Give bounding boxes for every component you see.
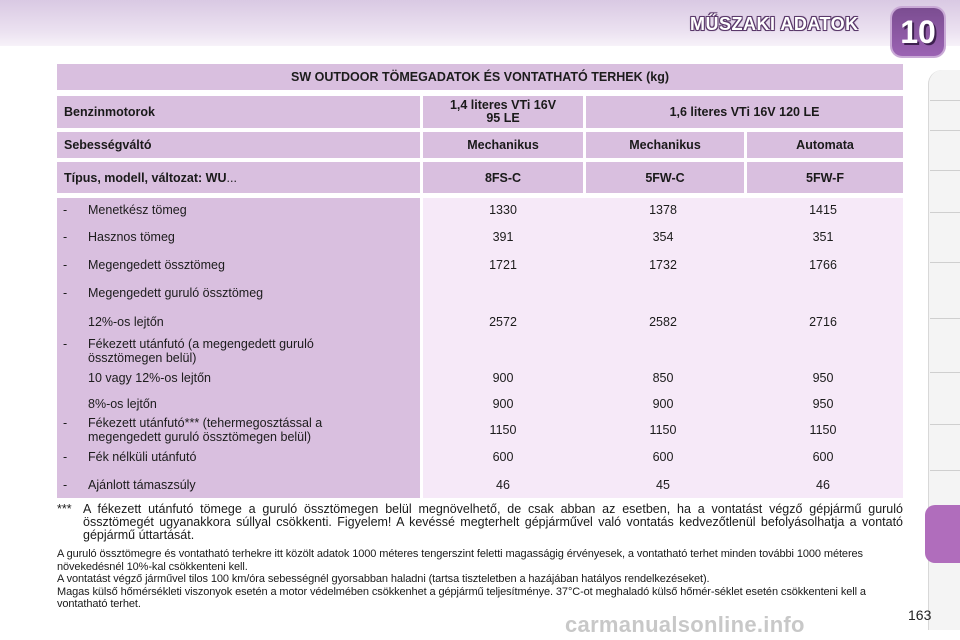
note-paragraph: Magas külső hőmérsékleti viszonyok esetén a motor védelmében csökkenhet a gépjármű teljesítménye. 37°C-ot meghaladó külső hőmér-séklet esetén csökkenteni kell a vontatható terhet.: [57, 585, 866, 610]
chapter-number: 10: [900, 14, 936, 50]
notes: [57, 548, 907, 611]
row-label-text: 12%-os lejtőn: [88, 315, 164, 329]
table-cell: 600: [492, 450, 514, 464]
table-cell: 354: [652, 230, 674, 244]
row-label-text: Fék nélküli utánfutó: [88, 450, 197, 464]
side-tab-divider: [930, 170, 960, 171]
table-cell: 1732: [649, 258, 677, 272]
chapter-badge: [892, 8, 944, 56]
row-dash: -: [63, 337, 68, 351]
gearbox-header-2: Mechanikus: [586, 132, 744, 158]
side-tab-divider: [930, 130, 960, 131]
type-header-1: 8FS-C: [423, 162, 583, 193]
table-cell: 850: [652, 371, 674, 385]
type-header-label: [57, 162, 420, 193]
row-dash: -: [63, 230, 68, 244]
type-label-suffix: ...: [226, 170, 237, 185]
type-header-3: 5FW-F: [747, 162, 903, 193]
table-cell: 950: [812, 371, 834, 385]
side-tab-divider: [930, 424, 960, 425]
table-cell: 950: [812, 397, 834, 411]
footnote-mark: ***: [57, 502, 72, 516]
table-cell: 2572: [489, 315, 517, 329]
side-tab-divider: [930, 262, 960, 263]
row-label-text: 8%-os lejtőn: [88, 397, 157, 411]
side-tab-divider: [930, 372, 960, 373]
table-cell: 391: [492, 230, 514, 244]
note-paragraph: A vontatást végző járművel tilos 100 km/óra sebességnél gyorsabban haladni (tartsa tiszteletben a hazájában hatályos rendelkezéseket).: [57, 573, 710, 585]
table-cell: 1150: [489, 423, 517, 437]
gearbox-header-label: Sebességváltó: [57, 132, 420, 158]
table-cell: 900: [652, 397, 674, 411]
row-label-text: Megengedett össztömeg: [88, 258, 225, 272]
table-cell: 900: [492, 397, 514, 411]
row-dash: -: [63, 450, 68, 464]
row-dash: -: [63, 478, 68, 492]
side-tab-divider: [930, 100, 960, 101]
table-cell: 1721: [489, 258, 517, 272]
type-header-2: 5FW-C: [586, 162, 744, 193]
table-cell: 45: [656, 478, 670, 492]
engine-header-a: [423, 96, 583, 128]
side-tab-divider: [930, 318, 960, 319]
row-label-text: Megengedett guruló össztömeg: [88, 286, 264, 300]
row-label-text: Ajánlott támaszsúly: [88, 478, 196, 492]
table-cell: 1150: [649, 423, 677, 437]
row-dash: -: [63, 258, 68, 272]
table-cell: 900: [492, 371, 514, 385]
engine-header-b: 1,6 literes VTi 16V 120 LE: [586, 96, 903, 128]
table-cell: 46: [816, 478, 830, 492]
watermark: carmanualsonline.info: [565, 612, 805, 637]
note-paragraph: A guruló össztömegre és vontatható terhekre itt közölt adatok 1000 méteres tengerszint feletti magasságig érvényesek, a vontatható terhet minden további 1000 méteres növekedésnél 10%-kal csökkenteni kell.: [57, 548, 863, 573]
table-cell: 46: [496, 478, 510, 492]
row-label-text: 10 vagy 12%-os lejtőn: [88, 371, 211, 385]
table-cell: 600: [652, 450, 674, 464]
table-cell: 1330: [489, 203, 517, 217]
table-cell: 600: [812, 450, 834, 464]
table-title: SW OUTDOOR TÖMEGADATOK ÉS VONTATHATÓ TERHEK (kg): [57, 64, 903, 90]
page-title: MŰSZAKI ADATOK: [690, 14, 859, 34]
footnote-text: A fékezett utánfutó tömege a guruló össztömegen belül megnövelhető, de csak abban az esetben, ha a vontatást végző gépjármű guruló össztömegét ugyanakkora súllyal csökkenti. Figyelem! A kevéssé megterhelt gépjárművel való vontatás kedvezőtlenül befolyásolhatja a vontató gépjármű úttartását.: [83, 502, 903, 542]
engine-a-text: 1,4 literes VTi 16V 95 LE: [449, 98, 557, 125]
row-dash: -: [63, 286, 68, 300]
row-dash: -: [63, 416, 68, 430]
type-label-text: Típus, modell, változat: WU: [64, 170, 227, 185]
row-label-text: Fékezett utánfutó (a megengedett guruló össztömegen belül): [88, 337, 314, 365]
table-cell: 2716: [809, 315, 837, 329]
table-cell: 1766: [809, 258, 837, 272]
table-cell: 351: [812, 230, 834, 244]
row-label-text: Menetkész tömeg: [88, 203, 187, 217]
table-cell: 1150: [809, 423, 837, 437]
side-tab-divider: [930, 470, 960, 471]
row-label-text: Fékezett utánfutó*** (tehermegosztással a megengedett guruló össztömegen belül): [88, 416, 323, 444]
engine-header-label: Benzinmotorok: [57, 96, 420, 128]
side-tab-divider: [930, 212, 960, 213]
table-cell: 1378: [649, 203, 677, 217]
gearbox-header-3: Automata: [747, 132, 903, 158]
page-number: 163: [908, 607, 932, 623]
side-tab-active[interactable]: [925, 505, 960, 563]
row-label-text: Hasznos tömeg: [88, 230, 175, 244]
table-cell: 1415: [809, 203, 837, 217]
gearbox-header-1: Mechanikus: [423, 132, 583, 158]
row-dash: -: [63, 203, 68, 217]
table-cell: 2582: [649, 315, 677, 329]
